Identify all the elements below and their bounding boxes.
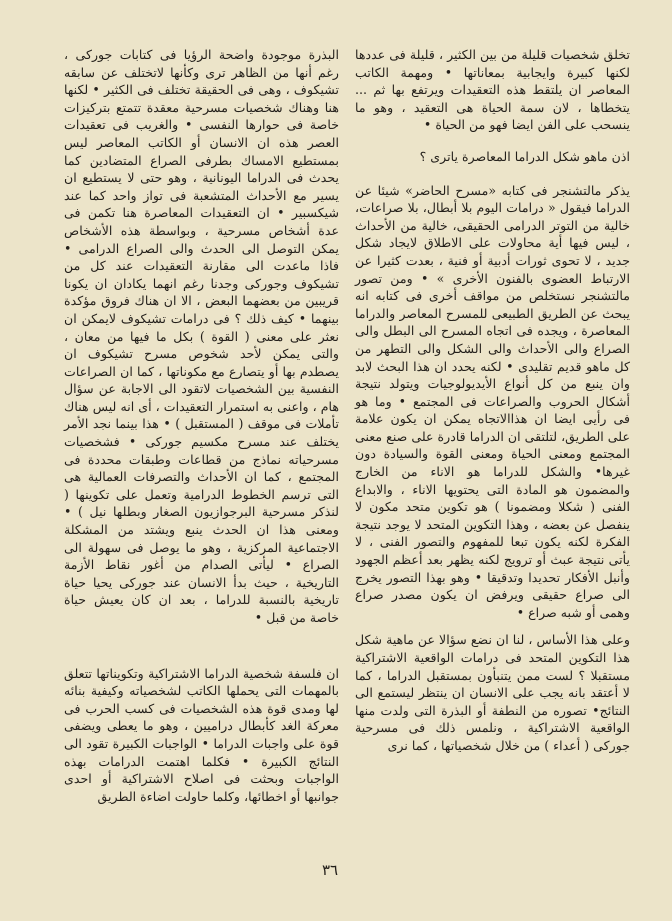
paragraph: وعلى هذا الأساس ، لنا ان نضع سؤالا عن ماهية شكل هذا التكوين المتحد فى درامات الواقعية الاشتراكية مستقبلا ؟ لست ممن يتنبأون بمستقبل الدراما ، كما لا أعتقد بانه يجب على الانسان ان ينتظر ليستمع الى النتائج• تصوره من النطفة أو البذرة التى ولدت منها الواقعية الاشتراكية ، ونلمس ذلك فى مسرحية جوركى ( أعداء ) من خلال شخصياتها ، كما نرى	[355, 632, 630, 753]
left-text-column	[64, 46, 339, 815]
paragraph: ان فلسفة شخصية الدراما الاشتراكية وتكويناتها تتعلق بالمهمات التى يحملها الكاتب لشخصياته وكيفية بنائه لها ومدى قوة هذه الشخصيات فى كسب الحرب فى معركة الغد كأبطال دراميين ، وهو ما يعطى ويضفى قوة على واجبات الدراما • الواجبات الكبيرة تقود الى النتائج الكبيرة • فكلما اهتمت الدرامات بهذه الواجبات وبحثت فى اصلاح الاشتراكية أو احدى جوانبها أو اخطائها، وكلما حاولت اضاءة الطريق	[64, 665, 339, 804]
right-text-column	[355, 46, 630, 765]
page-number: ٣٦	[322, 861, 339, 879]
section-question-heading: اذن ماهو شكل الدراما المعاصرة ياترى ؟	[419, 148, 630, 164]
paragraph: البذرة موجودة واضحة الرؤيا فى كتابات جوركى ، رغم أنها من الظاهر ترى وكأنها لاتختلف عن سابقه تشيكوف ، وهى فى الحقيقة تختلف فى الكثير • لكنها هنا وهناك شخصيات مسرحية معقدة تتمتع بتركيزات خاصة فى حوارها النفسى • والغريب فى تعقيدات العصر هذه ان الانسان أو الكاتب المعاصر ليس بمستطيع الامساك بطرفى الصراع المتضادين كما يحدث فى الدراما اليونانية ، وهو حتى لا يستطيع ان يسير مع الأحداث المتشعبة فى تواز واحد كما عند شيكسبير • ان التعقيدات المعاصرة هنا تكمن فى عدة أشخاص مسرحية ، وبواسطة هذه الأشخاص يمكن التوصل الى الحدث والى الصراع الدرامى • فاذا ماعدت الى مقارنة التعقيدات عند كل من تشيكوف وجوركى وجدنا رغم انهما يكادان ان يكونا قريبين من بعضهما البعض ، الا ان هناك فروق مؤكدة بينهما • كيف ذلك ؟ فى درامات تشيكوف لايمكن ان نعثر على معنى ( القوة ) بكل ما فيها من معان ، والتى يمكن لأحد شخوص مسرح تشيكوف ان يصطدم بها أو يتصارع مع مكوناتها ، كما ان الصراعات النفسية بين الشخصيات لاتقود الى الاجابة عن سؤال هام ، واعنى به استمرار التعقيدات ، أى انه ليس هناك تأملات فى موقف ( المستقبل ) • هذا بينما نجد الأمر يختلف عند مسرح مكسيم جوركى • فشخصيات مسرحياته نماذج من قطاعات وطبقات محددة فى المجتمع ، كما ان الأحداث والتصرفات العمالية هى التى ترسم الخطوط الدرامية وتعمل على تكوينها ( لنذكر مسرحية البرجوازيون الصغار وبطلها نيل ) • ومعنى هذا ان الحدث ينبع ويشتد من المشكلة الاجتماعية المركزية ، وهو ما يوصل فى سهولة الى الصراع • ليأتى الصدام من أغور نقاط الأزمة التاريخية ، حيث بدأ الانسان عند جوركى يحيا حياة تاريخية بالنسبة للدراما ، بعد ان كان يعيش حياة خاصة من قبل •	[64, 47, 339, 625]
paragraph: يذكر مالتشنجر فى كتابه «مسرح الحاضر» شيئا عن الدراما فيقول « درامات اليوم بلا أبطال، بلا صراعات، خالية من التوتر الدرامى الحقيقى، خالية من الأحداث ، ليس فيها أية محاولات على الاطلاق لايجاد شكل جديد ، لا تحوى ثورات أدبية أو فنية ، بعدت كثيرا عن الارتباط العضوى بالفنون الأخرى » • ومن تصور مالتشنجر نستخلص من مواقف أخرى فى كتابه انه يبحث عن الطريق الطبيعى للمسرح المعاصر والدراما المعاصرة ، ويجده فى اتجاه المسرح الى البطل والى الصراع والى الأحداث والى الشكل والى التطهر من كل ماهو قديم تقليدى • لكنه يحدد ان هذا البحث لابد وان ينبع من كل أنواع الأيديولوجيات ويتولد نتيجة أشكال الحروب والصراعات فى المجتمع • وما هو فى رأيى ايضا ان هذاالاتجاه يمكن ان يكون علامة على الطريق، لتلتقى ان الدراما قادرة على صنع معنى المجتمع ومعنى الحياة ومعنى القوة والسيادة دون غيرها• والشكل للدراما هو الاناء من الخارج والمضمون هو المادة التى يحتويها الاناء ، والابداع الفنى ( شكلا ومضمونا ) هو تكوين متحد مكون لا ينفصل عن بعضه ، وهذا التكوين المتحد لا يوجد نتيجة الفكرة لكنه يكون تبعا للمفهوم والتصور الفنى ، لا يأتى نتيجة عبث أو ترويج لكنه يظهر بعد أعظم الجهود وأنبل الأفكار تحديدا وتدقيقا • وهو بهذا التصور يخرج الى صراع حقيقى ويرفض ان يكون مصدر صراع وهمى أو شبه صراع •	[355, 182, 630, 620]
paragraph: تخلق شخصيات قليلة من بين الكثير ، قليلة فى عددها لكنها كبيرة وايجابية بمعاناتها • ومهمة الكاتب المعاصر ان يلتقط هذه التعقيدات ويرتفع بها ثم ... يتخطاها ، لان سمة الحياة هى التعقيد ، وهو ما ينسحب على الفن ايضا فهو من الحياة •	[355, 47, 630, 133]
